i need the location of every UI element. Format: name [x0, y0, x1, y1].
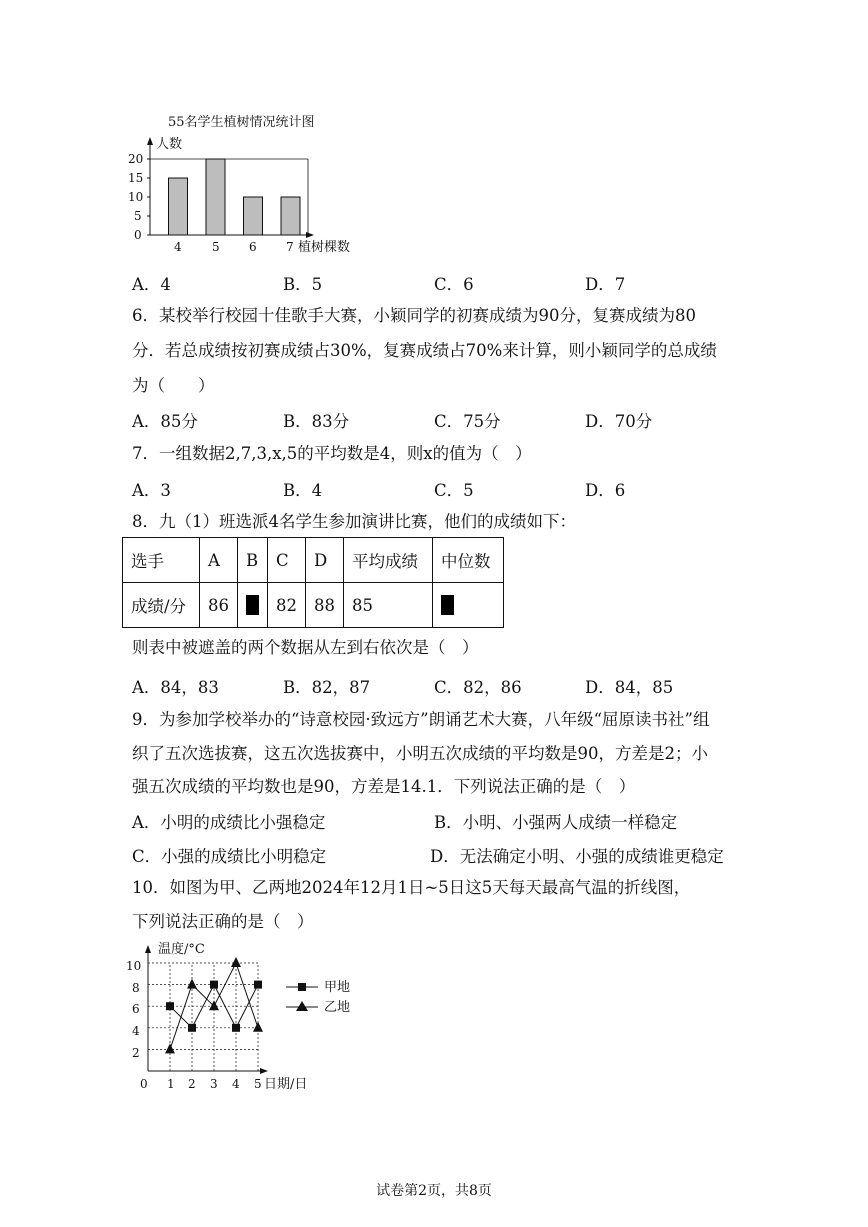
chart2-ytick-2: 2 — [132, 1046, 140, 1060]
q5-option-a[interactable]: A．4 — [132, 275, 171, 294]
q9-stem-line-1: 9．为参加学校举办的“诗意校园·致远方”朗诵艺术大赛，八年级“屈原读书社”组 — [132, 710, 710, 729]
q6-stem-line-3: 为（ ） — [132, 376, 215, 395]
legend-square-marker — [298, 983, 306, 991]
chart2-xtick-2: 2 — [188, 1077, 196, 1091]
header-median: 中位数 — [433, 538, 504, 583]
header-average: 平均成绩 — [344, 538, 433, 583]
chart1-ytick-15: 15 — [128, 171, 144, 185]
q8-option-c[interactable]: C．82，86 — [434, 678, 522, 697]
chart2-xlabel: 日期/日 — [264, 1077, 308, 1092]
chart1-xtick-4: 4 — [174, 240, 182, 254]
legend-triangle-marker — [296, 1001, 308, 1011]
chart1-xlabel: 植树棵数 — [298, 240, 351, 255]
bar-7 — [281, 197, 300, 235]
chart1-ytick-20: 20 — [128, 152, 144, 166]
q8-stem: 8．九（1）班选派4名学生参加演讲比赛，他们的成绩如下： — [132, 512, 576, 531]
jia-point — [188, 1024, 196, 1032]
q10-stem-line-1: 10．如图为甲、乙两地2024年12月1日~5日这5天每天最高气温的折线图， — [132, 878, 691, 897]
chart1-y-arrow — [147, 137, 153, 145]
q9-stem-line-3: 强五次成绩的平均数也是90，方差是14.1．下列说法正确的是（ ） — [132, 777, 636, 796]
chart1-ytick-5: 5 — [134, 209, 142, 223]
temperature-line-chart — [122, 936, 382, 1096]
yi-point — [187, 979, 197, 989]
q9-option-d[interactable]: D．无法确定小明、小强的成绩谁更稳定 — [430, 847, 724, 866]
chart2-ylabel: 温度/°C — [158, 942, 205, 957]
q6-stem-line-2: 分．若总成绩按初赛成绩占30%，复赛成绩占70%来计算，则小颖同学的总成绩 — [132, 341, 717, 360]
q10-stem-line-2: 下列说法正确的是（ ） — [132, 912, 314, 931]
yi-point — [231, 957, 241, 967]
chart1-xtick-7: 7 — [286, 240, 294, 254]
mask-block — [441, 595, 454, 615]
q7-option-c[interactable]: C．5 — [434, 481, 474, 500]
legend-label-yi: 乙地 — [324, 1000, 351, 1015]
table-header-row — [123, 538, 504, 583]
median-masked — [433, 583, 504, 628]
header-contestant: 选手 — [123, 538, 200, 583]
q7-stem: 7．一组数据2,7,3,x,5的平均数是4，则x的值为（ ） — [132, 444, 532, 463]
chart2-xtick-3: 3 — [210, 1077, 218, 1091]
jia-point — [166, 1002, 174, 1010]
q6-option-d[interactable]: D．70分 — [585, 412, 653, 431]
chart2-ytick-10: 10 — [126, 959, 142, 973]
q9-option-c[interactable]: C．小强的成绩比小明稳定 — [132, 847, 327, 866]
score-table — [122, 537, 504, 628]
q7-option-b[interactable]: B．4 — [283, 481, 323, 500]
chart2-ytick-4: 4 — [132, 1024, 140, 1038]
q9-option-a[interactable]: A．小明的成绩比小强稳定 — [132, 813, 326, 832]
chart2-xtick-0: 0 — [140, 1077, 148, 1091]
chart2-y-arrow — [145, 945, 151, 953]
chart1-xtick-6: 6 — [249, 240, 257, 254]
q6-option-b[interactable]: B．83分 — [283, 412, 350, 431]
jia-point — [254, 981, 262, 989]
average-score: 85 — [344, 583, 433, 628]
yi-point — [209, 1000, 219, 1010]
q7-option-a[interactable]: A．3 — [132, 481, 171, 500]
bar-4 — [169, 178, 188, 235]
jia-point — [210, 981, 218, 989]
tree-planting-bar-chart — [120, 108, 380, 258]
chart2-x-arrow — [260, 1068, 268, 1074]
q8-option-b[interactable]: B．82，87 — [283, 678, 371, 697]
header-b: B — [238, 538, 268, 583]
chart2-legend — [286, 979, 350, 1015]
chart1-ylabel: 人数 — [156, 137, 183, 152]
q6-option-c[interactable]: C．75分 — [434, 412, 501, 431]
chart2-xtick-4: 4 — [232, 1077, 240, 1091]
q7-option-d[interactable]: D．6 — [585, 481, 626, 500]
chart2-ytick-8: 8 — [132, 981, 140, 995]
q9-option-b[interactable]: B．小明、小强两人成绩一样稳定 — [434, 813, 678, 832]
table-score-row — [123, 583, 504, 628]
jia-point — [232, 1024, 240, 1032]
q9-stem-line-2: 织了五次选拔赛，这五次选拔赛中，小明五次成绩的平均数是90，方差是2；小 — [132, 744, 708, 763]
q8-option-a[interactable]: A．84，83 — [132, 678, 219, 697]
chart1-title: 55名学生植树情况统计图 — [168, 115, 315, 130]
chart2-ytick-6: 6 — [132, 1002, 140, 1016]
q8-question: 则表中被遮盖的两个数据从左到右依次是（ ） — [132, 638, 479, 657]
yi-point — [253, 1022, 263, 1032]
chart2-xtick-1: 1 — [167, 1077, 175, 1091]
score-a: 86 — [200, 583, 238, 628]
q5-option-c[interactable]: C．6 — [434, 275, 474, 294]
bar-6 — [244, 197, 263, 235]
chart2-xtick-5: 5 — [254, 1077, 262, 1091]
yi-point — [165, 1043, 175, 1053]
score-d: 88 — [306, 583, 344, 628]
legend-label-jia: 甲地 — [324, 980, 351, 995]
chart1-ytick-10: 10 — [128, 190, 144, 204]
score-b-masked — [238, 583, 268, 628]
score-c: 82 — [268, 583, 306, 628]
header-d: D — [306, 538, 344, 583]
chart1-ytick-0: 0 — [134, 228, 142, 242]
bar-5 — [206, 159, 225, 235]
q6-option-a[interactable]: A．85分 — [132, 412, 198, 431]
row-label: 成绩/分 — [123, 583, 200, 628]
q5-option-d[interactable]: D．7 — [585, 275, 626, 294]
header-c: C — [268, 538, 306, 583]
mask-block — [246, 595, 259, 615]
chart1-x-arrow — [306, 232, 314, 238]
q5-option-b[interactable]: B．5 — [283, 275, 323, 294]
page-footer: 试卷第2页，共8页 — [376, 1183, 492, 1199]
q6-stem-line-1: 6．某校举行校园十佳歌手大赛，小颖同学的初赛成绩为90分，复赛成绩为80 — [132, 306, 696, 325]
header-a: A — [200, 538, 238, 583]
q8-option-d[interactable]: D．84，85 — [585, 678, 674, 697]
chart1-xtick-5: 5 — [212, 240, 220, 254]
